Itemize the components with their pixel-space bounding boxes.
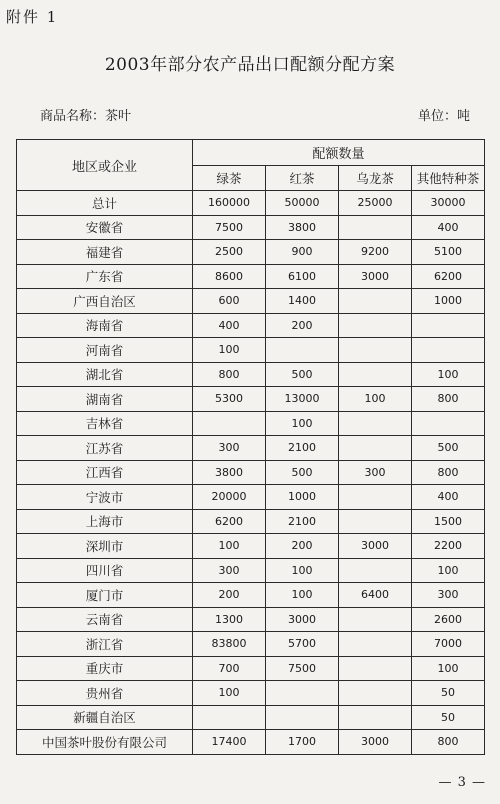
region-column-header: 地区或企业 [17,140,193,191]
quota-cell-other-special-tea: 2600 [412,607,485,632]
attachment-label: 附件 1 [6,8,59,26]
quota-cell-green-tea: 83800 [193,632,266,657]
table-row [17,730,485,755]
quota-cell-black-tea: 1000 [266,485,339,510]
quota-cell-other-special-tea: 50 [412,705,485,730]
quota-cell-green-tea: 700 [193,656,266,681]
quota-cell-green-tea: 200 [193,583,266,608]
quota-cell-black-tea: 200 [266,313,339,338]
quota-cell-black-tea: 3800 [266,215,339,240]
quota-cell-other-special-tea: 7000 [412,632,485,657]
quota-cell-black-tea: 100 [266,411,339,436]
quota-cell-green-tea: 600 [193,289,266,314]
quota-cell-oolong-tea [339,362,412,387]
quota-cell-black-tea: 7500 [266,656,339,681]
quota-cell-oolong-tea: 3000 [339,264,412,289]
region-cell: 上海市 [17,509,193,534]
quota-cell-oolong-tea [339,632,412,657]
quota-cell-black-tea [266,338,339,363]
quota-cell-oolong-tea [339,411,412,436]
product-name-label: 商品名称：茶叶 [40,109,132,124]
quota-cell-oolong-tea [339,656,412,681]
quota-cell-oolong-tea [339,681,412,706]
table-row [17,485,485,510]
quota-cell-oolong-tea: 9200 [339,240,412,265]
quota-cell-other-special-tea [412,338,485,363]
quota-cell-green-tea: 5300 [193,387,266,412]
region-cell: 总计 [17,191,193,216]
table-row [17,411,485,436]
quota-cell-other-special-tea: 100 [412,362,485,387]
quota-cell-other-special-tea: 800 [412,387,485,412]
quota-cell-oolong-tea: 100 [339,387,412,412]
quota-cell-other-special-tea: 800 [412,460,485,485]
quota-cell-green-tea: 100 [193,681,266,706]
quota-cell-green-tea: 100 [193,338,266,363]
quota-cell-other-special-tea: 50 [412,681,485,706]
quota-cell-oolong-tea [339,289,412,314]
quota-cell-oolong-tea: 6400 [339,583,412,608]
table-row [17,387,485,412]
quota-cell-other-special-tea: 6200 [412,264,485,289]
quota-cell-other-special-tea: 100 [412,656,485,681]
region-cell: 吉林省 [17,411,193,436]
quota-cell-other-special-tea: 300 [412,583,485,608]
region-cell: 湖北省 [17,362,193,387]
region-cell: 浙江省 [17,632,193,657]
table-row [17,534,485,559]
quota-cell-black-tea: 5700 [266,632,339,657]
column-header-green-tea: 绿茶 [193,166,266,191]
region-cell: 重庆市 [17,656,193,681]
quota-cell-other-special-tea: 500 [412,436,485,461]
table-row [17,436,485,461]
document-title: 2003年部分农产品出口配额分配方案 [104,55,396,75]
table-row [17,681,485,706]
region-cell: 福建省 [17,240,193,265]
quota-cell-black-tea: 2100 [266,436,339,461]
quota-cell-oolong-tea [339,313,412,338]
quota-cell-other-special-tea: 400 [412,485,485,510]
quota-cell-black-tea: 200 [266,534,339,559]
table-row [17,583,485,608]
column-header-other-special-tea: 其他特种茶 [412,166,485,191]
table-row [17,313,485,338]
quota-cell-green-tea: 300 [193,558,266,583]
table-row [17,215,485,240]
quota-cell-green-tea: 160000 [193,191,266,216]
quota-cell-oolong-tea [339,338,412,363]
quota-cell-green-tea: 20000 [193,485,266,510]
quota-cell-other-special-tea: 800 [412,730,485,755]
quota-cell-green-tea: 3800 [193,460,266,485]
quota-cell-green-tea: 8600 [193,264,266,289]
region-cell: 贵州省 [17,681,193,706]
table-row [17,240,485,265]
quota-cell-black-tea: 100 [266,583,339,608]
quota-cell-green-tea: 6200 [193,509,266,534]
quota-cell-oolong-tea: 25000 [339,191,412,216]
region-cell: 广东省 [17,264,193,289]
quota-cell-other-special-tea: 400 [412,215,485,240]
quota-cell-oolong-tea [339,509,412,534]
quota-cell-green-tea: 17400 [193,730,266,755]
quota-cell-black-tea: 13000 [266,387,339,412]
region-cell: 海南省 [17,313,193,338]
quota-cell-other-special-tea: 30000 [412,191,485,216]
region-cell: 江西省 [17,460,193,485]
quota-cell-green-tea: 300 [193,436,266,461]
table-row [17,289,485,314]
quota-cell-green-tea: 800 [193,362,266,387]
quota-cell-other-special-tea: 2200 [412,534,485,559]
quota-group-header: 配额数量 [193,140,485,166]
region-cell: 厦门市 [17,583,193,608]
region-cell: 云南省 [17,607,193,632]
quota-table-body [17,191,485,755]
quota-cell-other-special-tea: 100 [412,558,485,583]
quota-cell-black-tea: 3000 [266,607,339,632]
region-cell: 宁波市 [17,485,193,510]
table-row [17,509,485,534]
quota-cell-black-tea: 100 [266,558,339,583]
quota-cell-oolong-tea [339,436,412,461]
quota-cell-black-tea: 500 [266,460,339,485]
quota-cell-green-tea: 100 [193,534,266,559]
quota-cell-black-tea: 500 [266,362,339,387]
quota-cell-oolong-tea [339,558,412,583]
quota-table [16,139,485,755]
region-cell: 中国茶叶股份有限公司 [17,730,193,755]
quota-cell-green-tea: 2500 [193,240,266,265]
region-cell: 江苏省 [17,436,193,461]
column-header-black-tea: 红茶 [266,166,339,191]
region-cell: 河南省 [17,338,193,363]
quota-cell-green-tea [193,411,266,436]
unit-label: 单位：吨 [417,109,470,124]
quota-cell-oolong-tea: 3000 [339,730,412,755]
table-row [17,362,485,387]
region-cell: 深圳市 [17,534,193,559]
region-cell: 四川省 [17,558,193,583]
table-row [17,607,485,632]
quota-cell-other-special-tea: 1500 [412,509,485,534]
quota-cell-black-tea: 50000 [266,191,339,216]
quota-cell-green-tea: 400 [193,313,266,338]
quota-cell-black-tea: 2100 [266,509,339,534]
table-row [17,558,485,583]
quota-cell-oolong-tea [339,215,412,240]
quota-cell-oolong-tea [339,485,412,510]
quota-cell-black-tea [266,705,339,730]
quota-cell-green-tea: 7500 [193,215,266,240]
quota-cell-green-tea [193,705,266,730]
quota-cell-oolong-tea: 300 [339,460,412,485]
region-cell: 湖南省 [17,387,193,412]
quota-cell-green-tea: 1300 [193,607,266,632]
table-row [17,656,485,681]
quota-cell-oolong-tea [339,705,412,730]
table-row [17,705,485,730]
page-number: — 3 — [438,775,486,790]
table-row [17,191,485,216]
column-header-oolong-tea: 乌龙茶 [339,166,412,191]
quota-cell-oolong-tea: 3000 [339,534,412,559]
quota-cell-other-special-tea [412,313,485,338]
quota-cell-oolong-tea [339,607,412,632]
table-row [17,264,485,289]
quota-cell-black-tea: 1400 [266,289,339,314]
quota-cell-other-special-tea [412,411,485,436]
table-row [17,632,485,657]
quota-cell-other-special-tea: 5100 [412,240,485,265]
region-cell: 新疆自治区 [17,705,193,730]
table-row [17,338,485,363]
quota-cell-black-tea: 1700 [266,730,339,755]
quota-cell-black-tea [266,681,339,706]
quota-cell-black-tea: 6100 [266,264,339,289]
table-row [17,460,485,485]
region-cell: 广西自治区 [17,289,193,314]
region-cell: 安徽省 [17,215,193,240]
quota-cell-black-tea: 900 [266,240,339,265]
quota-cell-other-special-tea: 1000 [412,289,485,314]
